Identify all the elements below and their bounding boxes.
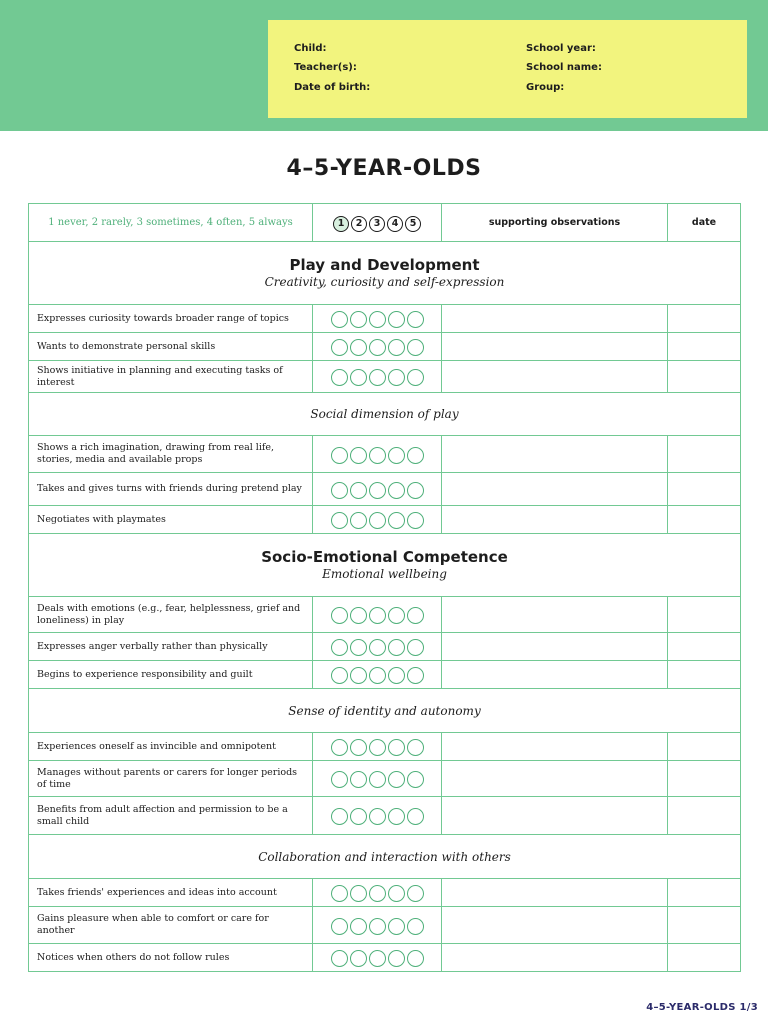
rating-circle-2[interactable] [350, 311, 367, 328]
section-header-collaboration [29, 835, 741, 879]
rating-circle-4[interactable] [388, 607, 405, 624]
table-row [29, 944, 741, 972]
rating-circle-4[interactable] [388, 447, 405, 464]
rating-circle-2[interactable] [350, 808, 367, 825]
rating-circle-3[interactable] [369, 639, 386, 656]
item-label: Manages without parents or carers for longer periods of time [29, 761, 313, 797]
section-header-social-play [29, 393, 741, 436]
rating-circle-2[interactable] [350, 950, 367, 967]
section-subtitle: Social dimension of play [310, 407, 459, 421]
rating-circle-4[interactable] [388, 667, 405, 684]
rating-circle-4[interactable] [388, 482, 405, 499]
school-year-field[interactable]: School year: [526, 43, 596, 54]
rating-circle-2[interactable] [350, 639, 367, 656]
item-label: Wants to demonstrate personal skills [29, 333, 313, 361]
page-footer: 4–5-YEAR-OLDS 1/3 [646, 1002, 758, 1013]
rating-circle-3[interactable] [369, 447, 386, 464]
table-row [29, 361, 741, 393]
date-cell[interactable] [668, 333, 741, 361]
rating-circle-5[interactable] [407, 739, 424, 756]
date-cell[interactable] [668, 879, 741, 907]
rating-circle-2[interactable] [350, 339, 367, 356]
date-cell[interactable] [668, 733, 741, 761]
section-subtitle: Creativity, curiosity and self-expression [264, 275, 505, 289]
rating-circle-5[interactable] [407, 607, 424, 624]
rating-circle-4[interactable] [388, 369, 405, 386]
rating-circle-1[interactable] [331, 667, 348, 684]
rating-circle-5[interactable] [407, 311, 424, 328]
date-cell[interactable] [668, 436, 741, 473]
rating-circle-4[interactable] [388, 639, 405, 656]
rating-circle-3[interactable] [369, 667, 386, 684]
rating-circle-2[interactable] [350, 885, 367, 902]
date-cell[interactable] [668, 944, 741, 972]
item-label: Expresses anger verbally rather than physically [29, 633, 313, 661]
rating-circle-1[interactable] [331, 512, 348, 529]
table-row [29, 797, 741, 835]
rating-4-icon: 4 [387, 216, 403, 232]
rating-circle-3[interactable] [369, 607, 386, 624]
rating-circle-4[interactable] [388, 808, 405, 825]
rating-circle-1[interactable] [331, 808, 348, 825]
table-row [29, 506, 741, 534]
table-row [29, 333, 741, 361]
rating-circle-1[interactable] [331, 339, 348, 356]
item-label: Experiences oneself as invincible and omnipotent [29, 733, 313, 761]
item-label: Deals with emotions (e.g., fear, helplessness, grief and loneliness) in play [29, 597, 313, 633]
item-label: Benefits from adult affection and permission to be a small child [29, 797, 313, 835]
rating-circle-5[interactable] [407, 885, 424, 902]
item-label: Notices when others do not follow rules [29, 944, 313, 972]
rating-scale-legend: 1 never, 2 rarely, 3 sometimes, 4 often, 5 always [29, 204, 313, 242]
section-title: Socio-Emotional Competence [261, 548, 508, 566]
rating-3-icon: 3 [369, 216, 385, 232]
observations-cell[interactable] [442, 879, 668, 907]
rating-circle-3[interactable] [369, 950, 386, 967]
item-label: Shows initiative in planning and executing tasks of interest [29, 361, 313, 393]
date-of-birth-field[interactable]: Date of birth: [294, 82, 371, 93]
table-row [29, 305, 741, 333]
rating-2-icon: 2 [351, 216, 367, 232]
date-cell[interactable] [668, 473, 741, 506]
item-label: Gains pleasure when able to comfort or care for another [29, 907, 313, 944]
section-header-play-development [29, 242, 741, 305]
rating-circle-5[interactable] [407, 667, 424, 684]
rating-circle-3[interactable] [369, 739, 386, 756]
rating-circle-5[interactable] [407, 771, 424, 788]
rating-circle-2[interactable] [350, 607, 367, 624]
observations-cell[interactable] [442, 907, 668, 944]
observations-cell[interactable] [442, 361, 668, 393]
rating-circle-4[interactable] [388, 918, 405, 935]
rating-circle-2[interactable] [350, 447, 367, 464]
date-cell[interactable] [668, 797, 741, 835]
rating-circle-2[interactable] [350, 739, 367, 756]
observations-cell[interactable] [442, 506, 668, 534]
rating-circle-1[interactable] [331, 447, 348, 464]
rating-circle-4[interactable] [388, 885, 405, 902]
section-header-socio-emotional [29, 534, 741, 597]
rating-circle-3[interactable] [369, 885, 386, 902]
rating-circle-3[interactable] [369, 482, 386, 499]
rating-circle-5[interactable] [407, 512, 424, 529]
rating-circle-1[interactable] [331, 639, 348, 656]
table-row [29, 733, 741, 761]
rating-circle-1[interactable] [331, 369, 348, 386]
item-label: Begins to experience responsibility and guilt [29, 661, 313, 689]
rating-circle-2[interactable] [350, 771, 367, 788]
date-cell[interactable] [668, 907, 741, 944]
table-header-row [29, 204, 741, 242]
rating-circle-3[interactable] [369, 771, 386, 788]
date-cell[interactable] [668, 661, 741, 689]
rating-circle-5[interactable] [407, 369, 424, 386]
page-title: 4–5-YEAR-OLDS [286, 156, 482, 181]
assessment-table [28, 203, 741, 972]
rating-circle-5[interactable] [407, 918, 424, 935]
item-label: Takes friends' experiences and ideas into account [29, 879, 313, 907]
rating-circle-4[interactable] [388, 512, 405, 529]
rating-circle-5[interactable] [407, 808, 424, 825]
rating-circle-3[interactable] [369, 512, 386, 529]
date-cell[interactable] [668, 361, 741, 393]
section-subtitle: Emotional wellbeing [322, 567, 447, 581]
rating-circle-3[interactable] [369, 808, 386, 825]
observations-cell[interactable] [442, 305, 668, 333]
rating-circle-4[interactable] [388, 771, 405, 788]
rating-circle-5[interactable] [407, 482, 424, 499]
rating-circle-5[interactable] [407, 339, 424, 356]
rating-circle-3[interactable] [369, 339, 386, 356]
observations-cell[interactable] [442, 597, 668, 633]
item-label: Negotiates with playmates [29, 506, 313, 534]
date-header: date [668, 204, 741, 242]
rating-circle-2[interactable] [350, 482, 367, 499]
rating-circle-1[interactable] [331, 607, 348, 624]
school-name-field[interactable]: School name: [526, 62, 602, 73]
observations-cell[interactable] [442, 633, 668, 661]
table-row [29, 907, 741, 944]
child-field[interactable]: Child: [294, 43, 327, 54]
rating-1-icon: 1 [333, 216, 349, 232]
rating-circle-4[interactable] [388, 339, 405, 356]
student-info-box [268, 20, 747, 118]
teacher-field[interactable]: Teacher(s): [294, 62, 357, 73]
item-label: Shows a rich imagination, drawing from real life, stories, media and available props [29, 436, 313, 473]
rating-circle-1[interactable] [331, 885, 348, 902]
section-subtitle: Sense of identity and autonomy [288, 703, 481, 718]
rating-circle-4[interactable] [388, 950, 405, 967]
observations-cell[interactable] [442, 473, 668, 506]
rating-circle-5[interactable] [407, 639, 424, 656]
rating-circle-1[interactable] [331, 950, 348, 967]
table-row [29, 473, 741, 506]
rating-circle-5[interactable] [407, 950, 424, 967]
item-label: Expresses curiosity towards broader range of topics [29, 305, 313, 333]
observations-cell[interactable] [442, 333, 668, 361]
rating-circle-1[interactable] [331, 311, 348, 328]
rating-circle-2[interactable] [350, 918, 367, 935]
rating-circle-1[interactable] [331, 482, 348, 499]
rating-circle-2[interactable] [350, 512, 367, 529]
rating-circle-3[interactable] [369, 311, 386, 328]
date-cell[interactable] [668, 761, 741, 797]
group-field[interactable]: Group: [526, 82, 565, 93]
observations-cell[interactable] [442, 944, 668, 972]
rating-circle-5[interactable] [407, 447, 424, 464]
rating-circle-1[interactable] [331, 739, 348, 756]
rating-circle-3[interactable] [369, 918, 386, 935]
rating-circle-4[interactable] [388, 739, 405, 756]
observations-cell[interactable] [442, 761, 668, 797]
section-header-identity-autonomy [29, 689, 741, 733]
observations-header: supporting observations [442, 204, 668, 242]
date-cell[interactable] [668, 633, 741, 661]
rating-circle-1[interactable] [331, 771, 348, 788]
rating-circle-3[interactable] [369, 369, 386, 386]
table-row [29, 597, 741, 633]
rating-5-icon: 5 [405, 216, 421, 232]
rating-circle-4[interactable] [388, 311, 405, 328]
observations-cell[interactable] [442, 733, 668, 761]
observations-cell[interactable] [442, 436, 668, 473]
table-row [29, 761, 741, 797]
rating-scale-numbers [313, 204, 442, 242]
item-label: Takes and gives turns with friends during pretend play [29, 473, 313, 506]
rating-circle-2[interactable] [350, 667, 367, 684]
rating-circle-2[interactable] [350, 369, 367, 386]
rating-circle-1[interactable] [331, 918, 348, 935]
date-cell[interactable] [668, 597, 741, 633]
date-cell[interactable] [668, 305, 741, 333]
table-row [29, 879, 741, 907]
date-cell[interactable] [668, 506, 741, 534]
table-row [29, 661, 741, 689]
observations-cell[interactable] [442, 661, 668, 689]
observations-cell[interactable] [442, 797, 668, 835]
section-subtitle: Collaboration and interaction with others [258, 849, 511, 864]
section-title: Play and Development [289, 256, 480, 274]
table-row [29, 633, 741, 661]
table-row [29, 436, 741, 473]
